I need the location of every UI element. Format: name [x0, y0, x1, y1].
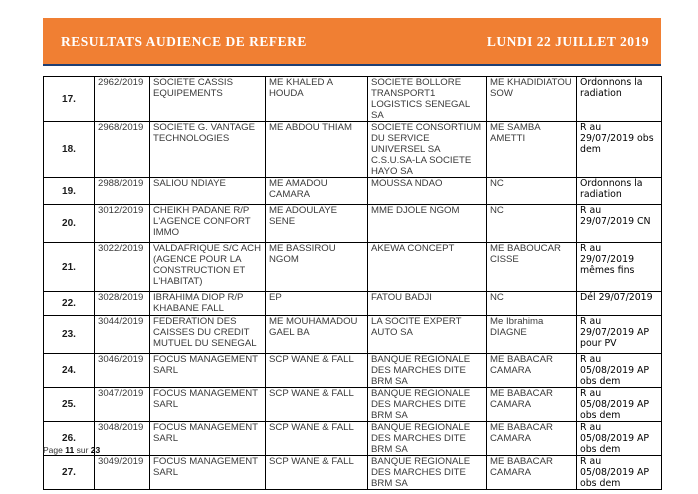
row-number: 20.: [44, 205, 95, 243]
table-row: [44, 456, 662, 490]
party-one: SOCIETE CASSIS EQUIPEMENTS: [150, 77, 266, 122]
decision: R au 05/08/2019 AP obs dem: [577, 422, 662, 456]
lawyer-one: SCP WANE & FALL: [266, 422, 368, 456]
party-two: AKEWA CONCEPT: [368, 243, 487, 292]
party-one: FOCUS MANAGEMENT SARL: [150, 388, 266, 422]
case-ref: 2962/2019: [95, 77, 150, 122]
results-table: [43, 76, 662, 490]
table-row: [44, 354, 662, 388]
case-ref: 3022/2019: [95, 243, 150, 292]
row-number: 27.: [44, 456, 95, 490]
party-one: CHEIKH PADANE R/P L'AGENCE CONFORT IMMO: [150, 205, 266, 243]
table-row: [44, 388, 662, 422]
lawyer-two: NC: [487, 292, 577, 316]
decision: R au 05/08/2019 AP obs dem: [577, 456, 662, 490]
case-ref: 3047/2019: [95, 388, 150, 422]
decision: R au 05/08/2019 AP obs dem: [577, 388, 662, 422]
table-row: [44, 205, 662, 243]
lawyer-two: ME BABOUCAR CISSE: [487, 243, 577, 292]
party-one: SALIOU NDIAYE: [150, 178, 266, 205]
decision: Dél 29/07/2019: [577, 292, 662, 316]
page-footer: [43, 445, 100, 455]
party-two: BANQUE REGIONALE DES MARCHES DITE BRM SA: [368, 422, 487, 456]
lawyer-one: ME AMADOU CAMARA: [266, 178, 368, 205]
row-number: 26.: [44, 422, 95, 456]
lawyer-two: ME SAMBA AMETTI: [487, 122, 577, 178]
lawyer-one: EP: [266, 292, 368, 316]
table-row: [44, 77, 662, 122]
footer-of-word: sur: [76, 445, 89, 455]
table-row: [44, 422, 662, 456]
row-number: 19.: [44, 178, 95, 205]
decision: R au 29/07/2019 mêmes fins: [577, 243, 662, 292]
party-two: SOCIETE CONSORTIUM DU SERVICE UNIVERSEL SA C.S.U.SA-LA SOCIETE HAYO SA: [368, 122, 487, 178]
party-two: MME DJOLE NGOM: [368, 205, 487, 243]
footer-page-current: 11: [65, 445, 75, 455]
header-rule: [43, 64, 661, 66]
party-one: SOCIETE G. VANTAGE TECHNOLOGIES: [150, 122, 266, 178]
table-row: [44, 243, 662, 292]
decision: R au 29/07/2019 obs dem: [577, 122, 662, 178]
party-two: MOUSSA NDAO: [368, 178, 487, 205]
party-one: IBRAHIMA DIOP R/P KHABANE FALL: [150, 292, 266, 316]
row-number: 23.: [44, 316, 95, 354]
party-one: FOCUS MANAGEMENT SARL: [150, 456, 266, 490]
decision: R au 29/07/2019 AP pour PV: [577, 316, 662, 354]
row-number: 17.: [44, 77, 95, 122]
party-two: LA SOCITE EXPERT AUTO SA: [368, 316, 487, 354]
case-ref: 3028/2019: [95, 292, 150, 316]
party-one: FEDERATION DES CAISSES DU CREDIT MUTUEL DU SENEGAL: [150, 316, 266, 354]
decision: R au 29/07/2019 CN: [577, 205, 662, 243]
case-ref: 3049/2019: [95, 456, 150, 490]
party-one: FOCUS MANAGEMENT SARL: [150, 354, 266, 388]
lawyer-one: SCP WANE & FALL: [266, 456, 368, 490]
table-row: [44, 292, 662, 316]
lawyer-two: ME BABACAR CAMARA: [487, 388, 577, 422]
case-ref: 2968/2019: [95, 122, 150, 178]
party-two: BANQUE REGIONALE DES MARCHES DITE BRM SA: [368, 456, 487, 490]
lawyer-one: SCP WANE & FALL: [266, 354, 368, 388]
case-ref: 2988/2019: [95, 178, 150, 205]
case-ref: 3012/2019: [95, 205, 150, 243]
lawyer-one: ME ABDOU THIAM: [266, 122, 368, 178]
table-row: [44, 178, 662, 205]
table-row: [44, 316, 662, 354]
party-two: SOCIETE BOLLORE TRANSPORT1 LOGISTICS SENEGAL SA: [368, 77, 487, 122]
lawyer-two: NC: [487, 178, 577, 205]
lawyer-one: ME MOUHAMADOU GAEL BA: [266, 316, 368, 354]
lawyer-two: ME KHADIDIATOU SOW: [487, 77, 577, 122]
case-ref: 3046/2019: [95, 354, 150, 388]
party-one: VALDAFRIQUE S/C ACH (AGENCE POUR LA CONSTRUCTION ET L'HABITAT): [150, 243, 266, 292]
case-ref: 3044/2019: [95, 316, 150, 354]
lawyer-two: NC: [487, 205, 577, 243]
decision: Ordonnons la radiation: [577, 178, 662, 205]
row-number: 18.: [44, 122, 95, 178]
row-number: 24.: [44, 354, 95, 388]
lawyer-two: ME BABACAR CAMARA: [487, 456, 577, 490]
party-two: BANQUE REGIONALE DES MARCHES DITE BRM SA: [368, 354, 487, 388]
header-title: RESULTATS AUDIENCE DE REFERE: [61, 34, 307, 49]
footer-page-total: 23: [90, 445, 101, 455]
footer-page-word: Page: [43, 445, 63, 455]
lawyer-one: ME BASSIROU NGOM: [266, 243, 368, 292]
table-row: [44, 122, 662, 178]
results-table-body: [44, 77, 662, 490]
lawyer-one: ME ADOULAYE SENE: [266, 205, 368, 243]
decision: R au 05/08/2019 AP obs dem: [577, 354, 662, 388]
lawyer-one: ME KHALED A HOUDA: [266, 77, 368, 122]
party-two: BANQUE REGIONALE DES MARCHES DITE BRM SA: [368, 388, 487, 422]
lawyer-two: Me Ibrahima DIAGNE: [487, 316, 577, 354]
header-date: LUNDI 22 JUILLET 2019: [486, 34, 649, 49]
party-one: FOCUS MANAGEMENT SARL: [150, 422, 266, 456]
row-number: 22.: [44, 292, 95, 316]
decision: Ordonnons la radiation: [577, 77, 662, 122]
lawyer-two: ME BABACAR CAMARA: [487, 422, 577, 456]
case-ref: 3048/2019: [95, 422, 150, 456]
lawyer-one: SCP WANE & FALL: [266, 388, 368, 422]
party-two: FATOU BADJI: [368, 292, 487, 316]
page-header: [43, 18, 661, 64]
row-number: 25.: [44, 388, 95, 422]
row-number: 21.: [44, 243, 95, 292]
lawyer-two: ME BABACAR CAMARA: [487, 354, 577, 388]
